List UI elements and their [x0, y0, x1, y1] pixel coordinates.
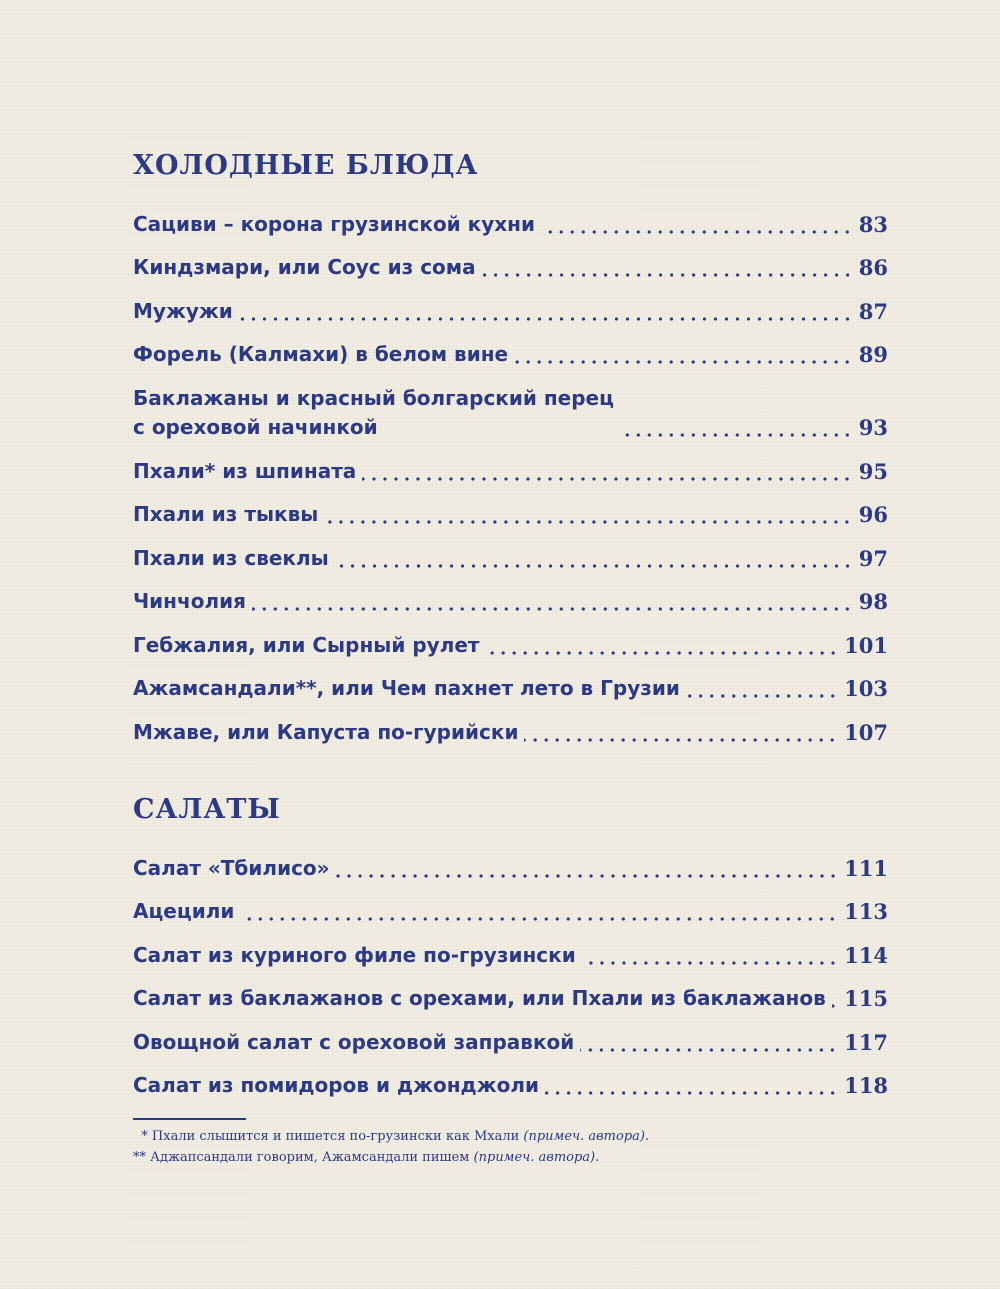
toc-entry[interactable]	[133, 497, 888, 541]
dot-leader	[582, 961, 838, 965]
toc-entry-page-number: 107	[844, 719, 888, 745]
dot-leader	[252, 607, 853, 611]
dot-leader	[541, 230, 853, 234]
dot-leader	[239, 317, 853, 321]
toc-entry[interactable]	[133, 981, 888, 1025]
toc-list-cold-dishes	[133, 206, 888, 758]
toc-entry-title: Мужужи	[133, 298, 233, 323]
dot-leader	[686, 694, 838, 698]
toc-entry[interactable]	[133, 937, 888, 981]
toc-entry[interactable]	[133, 250, 888, 294]
dot-leader	[482, 273, 853, 277]
footnotes	[133, 1126, 888, 1168]
toc-entry[interactable]	[133, 584, 888, 628]
toc-entry-page-number: 103	[844, 676, 888, 701]
toc-entry-title: Овощной салат с ореховой заправкой	[133, 1029, 575, 1054]
footnote-divider	[133, 1118, 246, 1120]
dot-leader	[832, 1004, 838, 1008]
footnote	[133, 1126, 888, 1147]
toc-list-salads	[133, 850, 888, 1111]
toc-entry-title: Салат из баклажанов с орехами, или Пхали из баклажанов	[133, 986, 826, 1010]
toc-entry[interactable]	[133, 1024, 888, 1068]
toc-entry-title: Пхали из свеклы	[133, 545, 329, 570]
toc-entry-page-number: 89	[858, 342, 888, 367]
toc-entry-page-number: 97	[858, 545, 888, 571]
section-title-cold-dishes: ХОЛОДНЫЕ БЛЮДА	[133, 150, 479, 181]
toc-entry-page-number: 118	[844, 1073, 888, 1098]
dot-leader	[514, 360, 853, 364]
toc-entry-page-number: 111	[844, 855, 888, 881]
toc-entry-title: Ажамсандали**, или Чем пахнет лето в Грузии	[133, 676, 680, 700]
toc-entry[interactable]	[133, 1068, 888, 1112]
toc-entry-title: Сациви – корона грузинской кухни	[133, 211, 536, 236]
dot-leader	[545, 1091, 838, 1095]
toc-entry-page-number: 113	[844, 899, 888, 924]
toc-entry-title: Пхали* из шпината	[133, 458, 357, 483]
toc-entry-page-number: 83	[858, 211, 888, 237]
dot-leader	[580, 1048, 838, 1052]
toc-entry-page-number: 117	[844, 1029, 888, 1055]
dot-leader	[324, 520, 852, 524]
toc-entry[interactable]	[133, 850, 888, 894]
toc-entry-title: Мжаве, или Капуста по-гурийски	[133, 719, 519, 744]
dot-leader	[486, 651, 839, 655]
toc-entry[interactable]	[133, 453, 888, 497]
toc-entry[interactable]	[133, 540, 888, 584]
toc-entry-title: Форель (Калмахи) в белом вине	[133, 342, 509, 366]
toc-entry-title: Баклажаны и красный болгарский перец с ореховой начинкой	[133, 386, 614, 439]
dot-leader	[620, 433, 853, 437]
toc-entry-title: Салат из куриного филе по-грузински	[133, 942, 576, 967]
footnote	[133, 1147, 888, 1168]
toc-entry-title: Салат из помидоров и джонджоли	[133, 1073, 540, 1097]
toc-entry-page-number: 98	[858, 589, 888, 614]
footnote-author-note: (примеч. автора).	[473, 1150, 600, 1165]
toc-entry[interactable]	[133, 293, 888, 337]
footnote-text: * Пхали слышится и пишется по-грузински как Мхали	[133, 1129, 524, 1144]
toc-entry[interactable]	[133, 714, 888, 758]
toc-entry-page-number: 95	[858, 458, 888, 484]
toc-entry-title: Пхали из тыквы	[133, 502, 319, 526]
toc-entry-title: Гебжалия, или Сырный рулет	[133, 632, 480, 657]
toc-entry[interactable]	[133, 337, 888, 381]
toc-entry[interactable]	[133, 206, 888, 250]
toc-entry-page-number: 114	[844, 942, 888, 968]
toc-entry-page-number: 96	[858, 502, 888, 527]
toc-entry[interactable]	[133, 627, 888, 671]
dot-leader	[524, 738, 838, 742]
footnote-author-note: (примеч. автора).	[523, 1129, 650, 1144]
dot-leader	[336, 874, 839, 878]
footnote-text: ** Аджапсандали говорим, Ажамсандали пишем	[133, 1150, 474, 1165]
toc-entry-page-number: 86	[858, 255, 888, 280]
toc-entry[interactable]	[133, 894, 888, 938]
section-title-salads: САЛАТЫ	[133, 794, 281, 825]
toc-entry-title: Ацецили	[133, 899, 235, 923]
toc-entry-title: Салат «Тбилисо»	[133, 855, 330, 880]
dot-leader	[240, 917, 838, 921]
toc-entry-page-number: 115	[844, 986, 888, 1011]
toc-entry-page-number: 87	[858, 298, 888, 324]
toc-entry-title: Киндзмари, или Соус из сома	[133, 255, 476, 279]
toc-entry[interactable]	[133, 380, 888, 453]
toc-entry-title: Чинчолия	[133, 589, 246, 613]
dot-leader	[335, 564, 853, 568]
toc-entry-page-number: 101	[844, 632, 888, 658]
toc-entry[interactable]	[133, 671, 888, 715]
toc-entry-page-number: 93	[858, 415, 888, 440]
dot-leader	[362, 477, 852, 481]
